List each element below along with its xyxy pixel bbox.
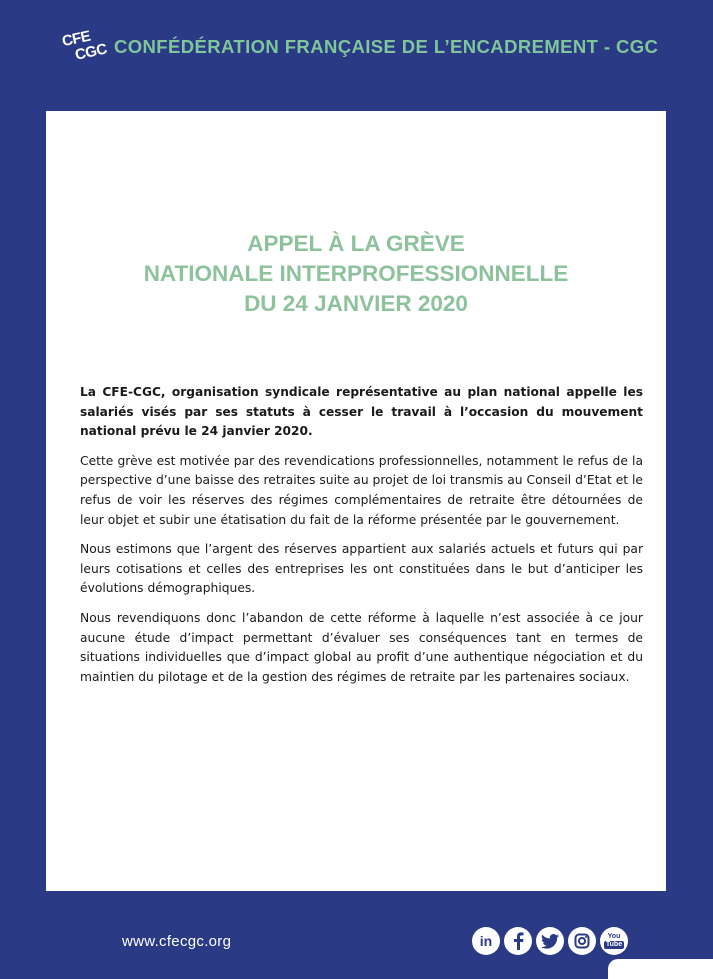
facebook-glyph (511, 932, 525, 950)
page-corner (608, 959, 713, 979)
document-page (46, 111, 666, 891)
linkedin-glyph: in (479, 933, 493, 949)
document-title (46, 229, 666, 319)
instagram-icon[interactable] (568, 927, 596, 955)
youtube-icon[interactable] (600, 927, 628, 955)
title-line-1: APPEL À LA GRÈVE (247, 231, 465, 256)
lead-paragraph: La CFE-CGC, organisation syndicale représentative au plan national appelle les salariés visés par ses statuts à cesser le travail à l’occasion du mouvement national prévu le 24 janvier 2020. (80, 385, 643, 439)
document-body (80, 383, 643, 697)
youtube-text-tube: Tube (605, 941, 623, 948)
logo-line-1: CFE (60, 27, 92, 51)
body-paragraph: Nous estimons que l’argent des réserves appartient aux salariés actuels et futurs qui par leurs cotisations et celles des entreprises les ont constituées dans le but d’anticiper les évolutions démographiques. (80, 542, 643, 596)
youtube-glyph (604, 933, 624, 949)
title-line-2: NATIONALE INTERPROFESSIONNELLE (143, 261, 569, 286)
title-line-3: DU 24 JANVIER 2020 (244, 291, 468, 316)
page-header (0, 0, 713, 110)
body-paragraph: Cette grève est motivée par des revendications professionnelles, notamment le refus de la perspective d’une baisse des retraites suite au projet de loi transmis au Conseil d’Etat et le refus de voir les réserves des régimes complémentaires de retraite être détournées de leur objet et subir une étatisation du fait de la réforme présentée par le gouvernement. (80, 453, 643, 527)
instagram-glyph (574, 933, 590, 949)
linkedin-icon[interactable] (472, 927, 500, 955)
body-paragraph: Nous revendiquons donc l’abandon de cette réforme à laquelle n’est associée à ce jour aucune étude d’impact permettant d’évaluer ses conséquences tant en termes de situations individuelles que d’impact global au profit d’une authentique négociation et du maintien du pilotage et de la gestion des régimes de retraite par les partenaires sociaux. (80, 610, 643, 684)
website-link[interactable]: www.cfecgc.org (122, 933, 232, 950)
cfe-cgc-logo (60, 24, 107, 71)
organization-title: CONFÉDÉRATION FRANÇAISE DE L’ENCADREMENT - CGC (114, 36, 659, 57)
youtube-text-you: You (607, 933, 621, 940)
facebook-icon[interactable] (504, 927, 532, 955)
twitter-icon[interactable] (536, 927, 564, 955)
twitter-glyph (541, 934, 559, 949)
logo-line-2: CGC (73, 40, 109, 64)
